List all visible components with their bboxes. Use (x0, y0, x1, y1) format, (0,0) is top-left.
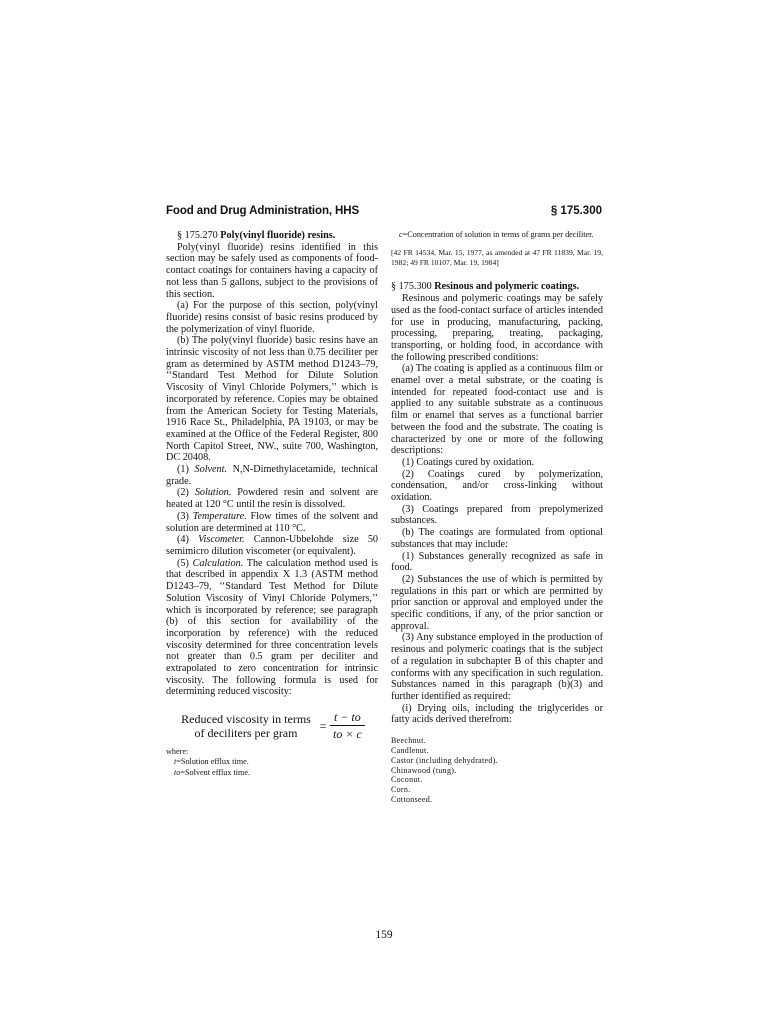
paragraph: (1) Substances generally recognized as safe in food. (391, 550, 603, 574)
definition-symbol: t (174, 757, 177, 767)
section-title: Resinous and polymeric coatings. (434, 281, 580, 293)
running-head-section: § 175.300 (550, 205, 602, 217)
paragraph: (3) Any substance employed in the production of resinous and polymeric coatings that is the subject of a regulation in subchapter B of this chapter and conforms with any specification in such regulation. Substances named in this paragraph (b)(3) and further identified as required: (391, 632, 603, 702)
item-term: Temperature. (192, 510, 247, 522)
list-item (166, 534, 378, 557)
definition-symbol: c (399, 230, 403, 239)
section-heading-175-270 (166, 230, 378, 242)
formula-fraction (330, 710, 365, 741)
item-term: Solution. (194, 487, 232, 499)
list-item (166, 464, 378, 487)
item-label: (2) (177, 487, 189, 499)
paragraph: Poly(vinyl fluoride) resins identified in this section may be safely used as components of food-contact coatings for containers having a capacity of not less than 5 gallons, subject to the provisions of this section. (166, 241, 378, 300)
item-label: (4) (177, 534, 189, 546)
paragraph: (2) Coatings cured by polymerization, condensation, and/or cross-linking without oxidation. (391, 468, 603, 504)
list-item (166, 558, 378, 698)
section-heading-175-300 (391, 281, 603, 293)
list-item: Beechnut. (391, 736, 426, 746)
formula-lhs (166, 712, 316, 740)
list-item: Candlenut. (391, 745, 429, 755)
section-number: § 175.270 (177, 230, 218, 241)
item-term: Solvent. (194, 464, 228, 476)
formula-lhs-line1: Reduced viscosity in terms (181, 711, 311, 726)
item-text: Flow times of the solvent and solution are determined at 110 °C. (166, 510, 379, 534)
definition-symbol: to (174, 767, 181, 777)
paragraph: (a) The coating is applied as a continuous film or enamel over a metal substrate, or the coating is intended for repeated food-contact use and is applied to any suitable substrate as a continuous film or enamel that serves as a functional barrier between the food and the substrate. The coating is characterized by one or more of the following descriptions: (391, 363, 603, 457)
formula-lhs-line2: of deciliters per gram (194, 725, 298, 740)
item-text: The calculation method used is that described in appendix X 1.3 (ASTM method D1243–79, ‘‘Standard Test Method for Dilute Solution Viscosity of Vinyl Chloride Polymers,’’ which is incorporated by reference; see paragraph (b) of this section for availability of the incorporation by reference) with the reduced viscosity determined for three concentration levels not greater than 0.5 gram per deciliter and extrapolated to zero concentration for intrinsic viscosity. The following formula is used for determining reduced viscosity: (166, 557, 378, 698)
list-item: Corn. (391, 785, 411, 795)
drying-oils-list (391, 736, 603, 805)
list-item: Castor (including dehydrated). (391, 755, 498, 765)
paragraph: (1) Coatings cured by oxidation. (402, 456, 535, 468)
paragraph: (b) The poly(vinyl fluoride) basic resins have an intrinsic viscosity of not less than 0.75 deciliter per gram as determined by ASTM method D1243–79, ‘‘Standard Test Method for Dilute Solution Viscosity of Vinyl Chloride Polymers,’’ which is incorporated by reference. Copies may be obtained from the American Society for Testing Materials, 1916 Race St., Philadelphia, PA 19103, or may be examined at the Office of the Federal Register, 800 North Capitol Street, NW., suite 700, Washington, DC 20408. (166, 335, 378, 464)
list-item: Chinawood (tung). (391, 765, 457, 775)
item-label: (3) (177, 510, 189, 522)
list-item: Coconut. (391, 775, 423, 785)
reduced-viscosity-formula (166, 710, 378, 741)
paragraph: (3) Coatings prepared from prepolymerized substances. (391, 503, 603, 527)
item-term: Calculation. (192, 557, 244, 569)
item-text: Cannon-Ubbelohde size 50 semimicro dilution viscometer (or equivalent). (166, 534, 379, 557)
formula-denominator: to × c (333, 727, 362, 742)
definition-to (166, 768, 378, 778)
list-item (166, 487, 378, 510)
definition-t (166, 757, 378, 767)
item-term: Viscometer. (198, 534, 245, 546)
definition-text: =Solvent efflux time. (180, 767, 251, 777)
paragraph: (b) The coatings are formulated from optional substances that may include: (391, 527, 603, 550)
definition-c (391, 230, 603, 240)
paragraph: (i) Drying oils, including the triglycerides or fatty acids derived therefrom: (391, 702, 603, 726)
amendment-citation: [42 FR 14534, Mar. 15, 1977, as amended at 47 FR 11839, Mar. 19, 1982; 49 FR 10107, Mar. 19, 1984] (391, 248, 603, 267)
paragraph: Resinous and polymeric coatings may be safely used as the food-contact surface of articles intended for use in producing, manufacturing, packing, processing, preparing, treating, packaging, transporting, or holding food, in accordance with the following prescribed conditions: (391, 293, 603, 363)
where-label: where: (166, 747, 189, 757)
definition-text: =Concentration of solution in terms of grams per deciliter. (402, 230, 594, 239)
definition-text: =Solution efflux time. (176, 757, 249, 767)
item-label: (1) (177, 464, 189, 476)
left-column (166, 230, 378, 778)
paragraph: (a) For the purpose of this section, poly(vinyl fluoride) resins consist of basic resins produced by the polymerization of vinyl fluoride. (166, 300, 378, 335)
formula-numerator: t − to (330, 710, 365, 726)
right-column (391, 230, 603, 805)
paragraph: (2) Substances the use of which is permitted by regulations in this part or which are permitted by prior sanction or approval and employed under the specific conditions, if any, of the prior sanction or approval. (391, 573, 603, 632)
formula-equals: = (319, 718, 327, 733)
section-number: § 175.300 (391, 281, 432, 293)
section-title: Poly(vinyl fluoride) resins. (220, 230, 336, 241)
running-head-agency: Food and Drug Administration, HHS (166, 205, 360, 217)
item-text: N,N-Dimethylacetamide, technical grade. (166, 464, 378, 487)
item-text: Powdered resin and solvent are heated at 120 °C until the resin is dissolved. (166, 487, 379, 511)
list-item: Cottonseed. (391, 794, 433, 804)
list-item (166, 511, 378, 534)
page-number: 159 (375, 929, 393, 941)
item-label: (5) (177, 557, 189, 569)
